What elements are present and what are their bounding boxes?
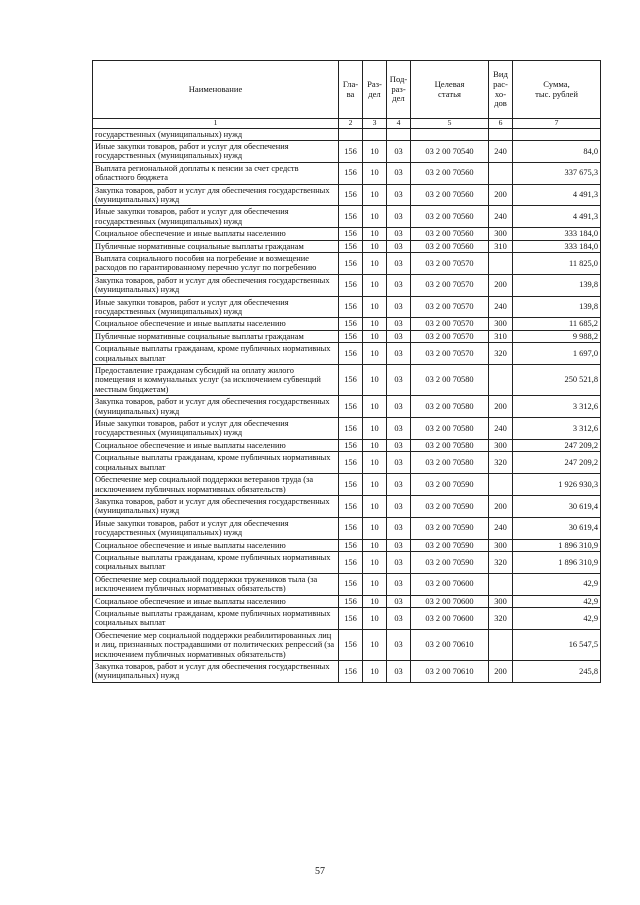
row-amount-cell: 1 926 930,3 [513,474,601,496]
row-chapter-cell: 156 [339,162,363,184]
row-target-cell: 03 2 00 70560 [411,206,489,228]
row-section-cell: 10 [363,551,387,573]
row-target-cell: 03 2 00 70590 [411,539,489,551]
row-amount-cell: 333 184,0 [513,240,601,252]
header-section: Раз- дел [363,61,387,119]
row-subsection-cell: 03 [387,607,411,629]
header-target: Целевая статья [411,61,489,119]
row-subsection-cell: 03 [387,162,411,184]
row-subsection-cell: 03 [387,452,411,474]
row-amount-cell: 1 896 310,9 [513,539,601,551]
row-subsection-cell: 03 [387,274,411,296]
row-expense-type-cell: 200 [489,274,513,296]
header-chapter: Гла- ва [339,61,363,119]
row-subsection-cell: 03 [387,474,411,496]
row-amount-cell: 30 619,4 [513,495,601,517]
row-name-cell: Социальное обеспечение и иные выплаты населению [93,228,339,240]
column-number: 5 [411,119,489,129]
header-subsection: Под- раз- дел [387,61,411,119]
table-row [93,228,601,240]
table-row [93,365,601,396]
row-chapter-cell: 156 [339,318,363,330]
row-amount-cell: 245,8 [513,661,601,683]
row-subsection-cell: 03 [387,495,411,517]
row-expense-type-cell: 320 [489,607,513,629]
table-row [93,439,601,451]
row-name-cell: Социальные выплаты гражданам, кроме публичных нормативных социальных выплат [93,452,339,474]
table-row [93,396,601,418]
row-name-cell: Социальные выплаты гражданам, кроме публичных нормативных социальных выплат [93,607,339,629]
row-name-cell: Закупка товаров, работ и услуг для обеспечения государственных (муниципальных) нужд [93,396,339,418]
row-amount-cell: 247 209,2 [513,452,601,474]
row-amount-cell: 11 825,0 [513,252,601,274]
row-name-cell: Иные закупки товаров, работ и услуг для обеспечения государственных (муниципальных) нужд [93,418,339,440]
row-chapter-cell: 156 [339,607,363,629]
row-name-cell: Социальные выплаты гражданам, кроме публичных нормативных социальных выплат [93,343,339,365]
table-row [93,661,601,683]
row-target-cell: 03 2 00 70570 [411,318,489,330]
table-row [93,418,601,440]
table-row [93,128,601,140]
header-amount: Сумма, тыс. рублей [513,61,601,119]
row-name-cell: Социальное обеспечение и иные выплаты населению [93,595,339,607]
row-amount-cell [513,128,601,140]
row-section-cell: 10 [363,318,387,330]
row-target-cell: 03 2 00 70580 [411,439,489,451]
row-section-cell: 10 [363,252,387,274]
row-expense-type-cell: 320 [489,452,513,474]
row-expense-type-cell: 240 [489,418,513,440]
table-row [93,240,601,252]
row-name-cell: Закупка товаров, работ и услуг для обеспечения государственных (муниципальных) нужд [93,661,339,683]
column-number: 4 [387,119,411,129]
row-target-cell: 03 2 00 70580 [411,396,489,418]
table-row [93,551,601,573]
row-subsection-cell: 03 [387,396,411,418]
row-subsection-cell: 03 [387,330,411,342]
row-chapter-cell: 156 [339,206,363,228]
row-target-cell: 03 2 00 70560 [411,162,489,184]
row-target-cell [411,128,489,140]
row-target-cell: 03 2 00 70570 [411,330,489,342]
row-name-cell: Социальное обеспечение и иные выплаты населению [93,539,339,551]
column-number: 1 [93,119,339,129]
row-expense-type-cell [489,629,513,660]
row-chapter-cell: 156 [339,474,363,496]
table-row [93,330,601,342]
table-row [93,252,601,274]
row-target-cell: 03 2 00 70570 [411,343,489,365]
row-amount-cell: 139,8 [513,296,601,318]
row-amount-cell: 42,9 [513,607,601,629]
row-chapter-cell: 156 [339,252,363,274]
row-amount-cell: 4 491,3 [513,206,601,228]
row-section-cell: 10 [363,274,387,296]
row-subsection-cell: 03 [387,318,411,330]
row-section-cell: 10 [363,439,387,451]
row-subsection-cell: 03 [387,228,411,240]
row-section-cell: 10 [363,607,387,629]
table-row [93,318,601,330]
row-chapter-cell: 156 [339,418,363,440]
table-row [93,629,601,660]
table-row [93,517,601,539]
row-name-cell: государственных (муниципальных) нужд [93,128,339,140]
row-expense-type-cell: 200 [489,396,513,418]
table-row [93,274,601,296]
document-page [92,60,600,683]
row-amount-cell: 1 697,0 [513,343,601,365]
table-row [93,296,601,318]
row-section-cell: 10 [363,495,387,517]
row-section-cell: 10 [363,517,387,539]
row-amount-cell: 250 521,8 [513,365,601,396]
row-target-cell: 03 2 00 70560 [411,240,489,252]
row-chapter-cell: 156 [339,365,363,396]
row-expense-type-cell [489,162,513,184]
row-target-cell: 03 2 00 70610 [411,661,489,683]
row-expense-type-cell [489,365,513,396]
row-amount-cell: 337 675,3 [513,162,601,184]
budget-table [92,60,601,683]
row-name-cell: Иные закупки товаров, работ и услуг для обеспечения государственных (муниципальных) нужд [93,517,339,539]
row-chapter-cell: 156 [339,495,363,517]
row-section-cell: 10 [363,661,387,683]
row-name-cell: Закупка товаров, работ и услуг для обеспечения государственных (муниципальных) нужд [93,184,339,206]
row-chapter-cell: 156 [339,517,363,539]
row-target-cell: 03 2 00 70570 [411,296,489,318]
row-subsection-cell: 03 [387,573,411,595]
row-amount-cell: 16 547,5 [513,629,601,660]
table-row [93,343,601,365]
row-expense-type-cell [489,252,513,274]
table-row [93,539,601,551]
row-target-cell: 03 2 00 70590 [411,474,489,496]
row-target-cell: 03 2 00 70600 [411,595,489,607]
column-number-row [93,119,601,129]
page-number: 57 [315,866,325,877]
row-section-cell [363,128,387,140]
row-expense-type-cell: 240 [489,296,513,318]
row-target-cell: 03 2 00 70610 [411,629,489,660]
row-section-cell: 10 [363,418,387,440]
row-expense-type-cell: 240 [489,140,513,162]
row-expense-type-cell: 240 [489,517,513,539]
row-name-cell: Социальное обеспечение и иные выплаты населению [93,439,339,451]
row-target-cell: 03 2 00 70580 [411,365,489,396]
row-subsection-cell [387,128,411,140]
row-chapter-cell: 156 [339,140,363,162]
row-amount-cell: 30 619,4 [513,517,601,539]
table-row [93,607,601,629]
row-expense-type-cell: 300 [489,439,513,451]
row-subsection-cell: 03 [387,551,411,573]
row-amount-cell: 4 491,3 [513,184,601,206]
row-chapter-cell: 156 [339,629,363,660]
row-target-cell: 03 2 00 70560 [411,228,489,240]
row-target-cell: 03 2 00 70580 [411,452,489,474]
row-subsection-cell: 03 [387,629,411,660]
row-expense-type-cell: 310 [489,240,513,252]
row-chapter-cell: 156 [339,439,363,451]
row-chapter-cell: 156 [339,274,363,296]
row-section-cell: 10 [363,629,387,660]
row-name-cell: Обеспечение мер социальной поддержки реабилитированных лиц и лиц, признанных пострадавшими от политических репрессий (за исключением публичных нормативных обязательств) [93,629,339,660]
row-name-cell: Закупка товаров, работ и услуг для обеспечения государственных (муниципальных) нужд [93,495,339,517]
table-header-row [93,61,601,119]
row-subsection-cell: 03 [387,595,411,607]
row-section-cell: 10 [363,365,387,396]
row-expense-type-cell: 200 [489,184,513,206]
row-amount-cell: 84,0 [513,140,601,162]
row-expense-type-cell [489,573,513,595]
row-chapter-cell: 156 [339,330,363,342]
row-target-cell: 03 2 00 70570 [411,274,489,296]
row-amount-cell: 3 312,6 [513,418,601,440]
row-subsection-cell: 03 [387,343,411,365]
row-expense-type-cell: 320 [489,343,513,365]
row-target-cell: 03 2 00 70600 [411,573,489,595]
row-name-cell: Обеспечение мер социальной поддержки ветеранов труда (за исключением публичных нормативных обязательств) [93,474,339,496]
row-subsection-cell: 03 [387,206,411,228]
row-chapter-cell: 156 [339,539,363,551]
row-amount-cell: 3 312,6 [513,396,601,418]
row-name-cell: Предоставление гражданам субсидий на оплату жилого помещения и коммунальных услуг (за исключением субвенций местным бюджетам) [93,365,339,396]
row-name-cell: Обеспечение мер социальной поддержки тружеников тыла (за исключением публичных нормативных обязательств) [93,573,339,595]
row-section-cell: 10 [363,343,387,365]
row-amount-cell: 9 988,2 [513,330,601,342]
table-row [93,495,601,517]
row-expense-type-cell: 240 [489,206,513,228]
row-amount-cell: 247 209,2 [513,439,601,451]
row-amount-cell: 42,9 [513,573,601,595]
row-expense-type-cell: 310 [489,330,513,342]
row-name-cell: Иные закупки товаров, работ и услуг для обеспечения государственных (муниципальных) нужд [93,296,339,318]
row-name-cell: Выплата социального пособия на погребение и возмещение расходов по гарантированному перечню услуг по погребению [93,252,339,274]
row-amount-cell: 1 896 310,9 [513,551,601,573]
row-chapter-cell: 156 [339,396,363,418]
row-section-cell: 10 [363,330,387,342]
row-expense-type-cell: 320 [489,551,513,573]
row-name-cell: Социальное обеспечение и иные выплаты населению [93,318,339,330]
row-chapter-cell: 156 [339,551,363,573]
row-name-cell: Выплата региональной доплаты к пенсии за счет средств областного бюджета [93,162,339,184]
row-chapter-cell: 156 [339,595,363,607]
table-row [93,206,601,228]
table-row [93,474,601,496]
row-target-cell: 03 2 00 70590 [411,495,489,517]
row-subsection-cell: 03 [387,296,411,318]
row-chapter-cell: 156 [339,573,363,595]
table-row [93,452,601,474]
row-chapter-cell: 156 [339,452,363,474]
row-section-cell: 10 [363,228,387,240]
column-number: 7 [513,119,601,129]
row-section-cell: 10 [363,573,387,595]
row-subsection-cell: 03 [387,661,411,683]
row-expense-type-cell [489,474,513,496]
header-name: Наименование [93,61,339,119]
row-name-cell: Иные закупки товаров, работ и услуг для обеспечения государственных (муниципальных) нужд [93,206,339,228]
row-amount-cell: 139,8 [513,274,601,296]
row-section-cell: 10 [363,539,387,551]
row-subsection-cell: 03 [387,539,411,551]
row-subsection-cell: 03 [387,140,411,162]
row-expense-type-cell: 200 [489,495,513,517]
row-amount-cell: 42,9 [513,595,601,607]
row-section-cell: 10 [363,396,387,418]
row-expense-type-cell: 300 [489,228,513,240]
row-amount-cell: 333 184,0 [513,228,601,240]
table-row [93,140,601,162]
column-number: 3 [363,119,387,129]
table-row [93,573,601,595]
table-row [93,184,601,206]
row-section-cell: 10 [363,474,387,496]
row-name-cell: Публичные нормативные социальные выплаты гражданам [93,330,339,342]
row-subsection-cell: 03 [387,418,411,440]
column-number: 6 [489,119,513,129]
row-target-cell: 03 2 00 70590 [411,551,489,573]
table-row [93,595,601,607]
row-section-cell: 10 [363,206,387,228]
row-subsection-cell: 03 [387,439,411,451]
table-row [93,162,601,184]
column-number: 2 [339,119,363,129]
row-subsection-cell: 03 [387,252,411,274]
row-expense-type-cell: 300 [489,595,513,607]
header-expense-type: Вид рас- хо- дов [489,61,513,119]
row-expense-type-cell [489,128,513,140]
row-target-cell: 03 2 00 70560 [411,184,489,206]
row-chapter-cell: 156 [339,184,363,206]
row-section-cell: 10 [363,296,387,318]
row-expense-type-cell: 200 [489,661,513,683]
row-name-cell: Закупка товаров, работ и услуг для обеспечения государственных (муниципальных) нужд [93,274,339,296]
row-target-cell: 03 2 00 70580 [411,418,489,440]
row-subsection-cell: 03 [387,240,411,252]
row-target-cell: 03 2 00 70600 [411,607,489,629]
row-section-cell: 10 [363,140,387,162]
row-subsection-cell: 03 [387,184,411,206]
row-section-cell: 10 [363,184,387,206]
row-subsection-cell: 03 [387,365,411,396]
row-name-cell: Иные закупки товаров, работ и услуг для обеспечения государственных (муниципальных) нужд [93,140,339,162]
row-expense-type-cell: 300 [489,539,513,551]
row-expense-type-cell: 300 [489,318,513,330]
row-section-cell: 10 [363,452,387,474]
row-chapter-cell [339,128,363,140]
row-subsection-cell: 03 [387,517,411,539]
row-name-cell: Публичные нормативные социальные выплаты гражданам [93,240,339,252]
row-section-cell: 10 [363,162,387,184]
row-section-cell: 10 [363,595,387,607]
row-name-cell: Социальные выплаты гражданам, кроме публичных нормативных социальных выплат [93,551,339,573]
row-target-cell: 03 2 00 70570 [411,252,489,274]
row-target-cell: 03 2 00 70540 [411,140,489,162]
row-chapter-cell: 156 [339,343,363,365]
row-chapter-cell: 156 [339,240,363,252]
row-target-cell: 03 2 00 70590 [411,517,489,539]
row-section-cell: 10 [363,240,387,252]
row-chapter-cell: 156 [339,661,363,683]
row-amount-cell: 11 685,2 [513,318,601,330]
row-chapter-cell: 156 [339,228,363,240]
row-chapter-cell: 156 [339,296,363,318]
